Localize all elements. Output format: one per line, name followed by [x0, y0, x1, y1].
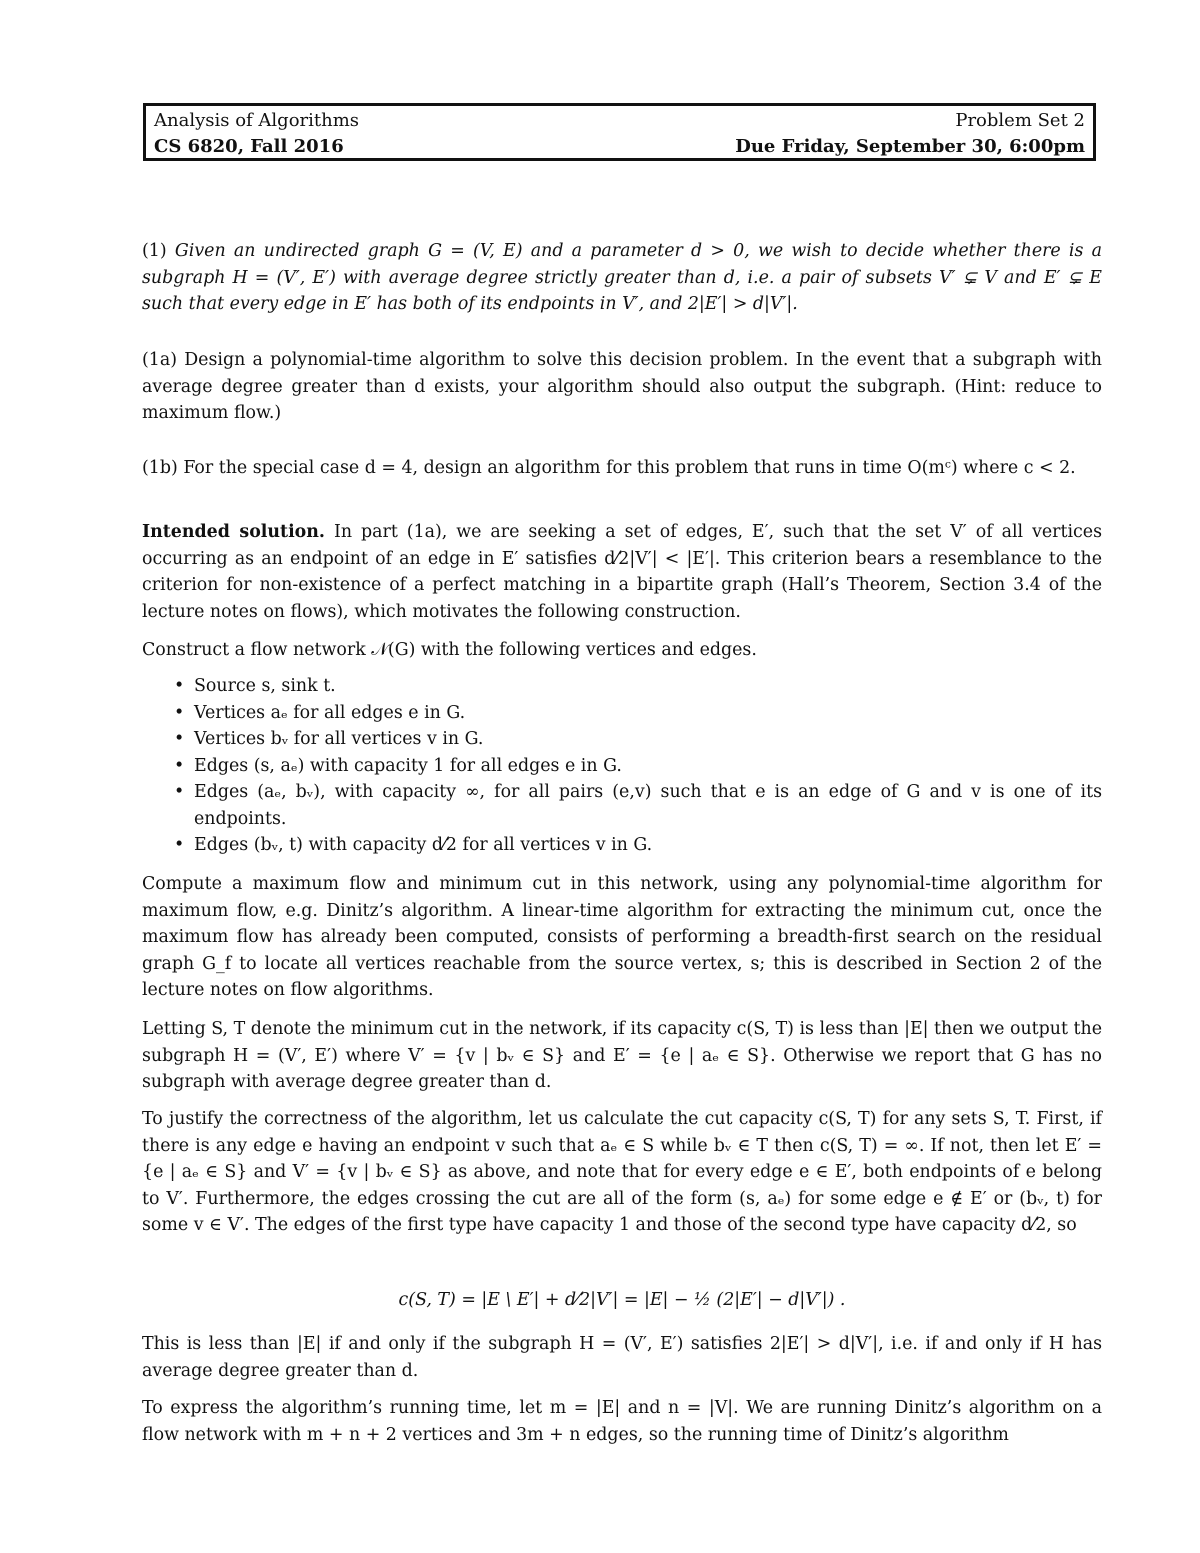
solution-paragraph-3: Compute a maximum flow and minimum cut in this network, using any polynomial-time algorithm for maximum flow, e.g. Dinitz’s algorithm. A linear-time algorithm for extracting the minimum cut, once the maximum flow has already been computed, consists of performing a breadth-first search on the residual graph G_f to locate all vertices reachable from the source vertex, s; this is described in Section 2 of the lecture notes on flow algorithms. [142, 874, 1102, 1000]
list-item: • Edges (s, aₑ) with capacity 1 for all edges e in G. [142, 753, 1102, 780]
part-1b-label: (1b) [142, 458, 178, 478]
cut-capacity-formula: c(S, T) = |E \ E′| + d⁄2|V′| = |E| − ½ (2|E′| − d|V′|) . [398, 1290, 846, 1310]
due-date: Due Friday, September 30, 6:00pm [735, 136, 1085, 157]
problem-1-text: Given an undirected graph G = (V, E) and a parameter d > 0, we wish to decide whether there is a subgraph H = (V′, E′) with average degree strictly greater than d, i.e. a pair of subsets V′ ⊊ V and E′ ⊊ E such that every edge in E′ has both of its endpoints in V′, and 2|E′| > d|V′|. [142, 241, 1103, 314]
solution-heading: Intended solution. [142, 522, 325, 542]
list-item: • Vertices aₑ for all edges e in G. [142, 700, 1102, 727]
problem-set-title: Problem Set 2 [955, 110, 1085, 131]
solution-paragraph-6: This is less than |E| if and only if the subgraph H = (V′, E′) satisfies 2|E′| > d|V′|, i.e. if and only if H has average degree greater than d. [142, 1334, 1102, 1381]
solution-paragraph-1 [142, 519, 1102, 625]
construction-list [142, 673, 1102, 859]
list-item: • Source s, sink t. [142, 673, 1102, 700]
solution-paragraph-7: To express the algorithm’s running time, let m = |E| and n = |V|. We are running Dinitz’s algorithm on a flow network with m + n + 2 vertices and 3m + n edges, so the running time of Dinitz’s algorithm [142, 1398, 1102, 1445]
solution-paragraph-2: Construct a flow network 𝒩(G) with the following vertices and edges. [142, 640, 757, 660]
header-row-1 [154, 108, 1085, 134]
part-1b [142, 455, 1102, 482]
list-item: • Vertices bᵥ for all vertices v in G. [142, 726, 1102, 753]
solution-paragraph-4: Letting S, T denote the minimum cut in the network, if its capacity c(S, T) is less than |E| then we output the subgraph H = (V′, E′) where V′ = {v | bᵥ ∈ S} and E′ = {e | aₑ ∈ S}. Otherwise we report that G has no subgraph with average degree greater than d. [142, 1019, 1102, 1092]
solution-paragraph-5: To justify the correctness of the algorithm, let us calculate the cut capacity c(S, T) for any sets S, T. First, if there is any edge e having an endpoint v such that aₑ ∈ S while bᵥ ∈ T then c(S, T) = ∞. If not, then let E′ = {e | aₑ ∈ S} and V′ = {v | bᵥ ∈ S} as above, and note that for every edge e ∈ E′, both endpoints of e belong to V′. Furthermore, the edges crossing the cut are all of the form (s, aₑ) for some edge e ∉ E′ or (bᵥ, t) for some v ∈ V′. The edges of the first type have capacity 1 and those of the second type have capacity d⁄2, so [142, 1109, 1102, 1235]
list-item: • Edges (aₑ, bᵥ), with capacity ∞, for all pairs (e,v) such that e is an edge of G and v is one of its endpoints. [142, 779, 1102, 832]
list-item: • Edges (bᵥ, t) with capacity d⁄2 for all vertices v in G. [142, 832, 1102, 859]
course-code: CS 6820, Fall 2016 [154, 136, 344, 157]
header-box [143, 103, 1096, 161]
part-1a [142, 347, 1102, 427]
course-title: Analysis of Algorithms [154, 110, 360, 131]
part-1a-label: (1a) [142, 350, 178, 370]
problem-1-label: (1) [142, 241, 167, 261]
solution-text-1: In part (1a), we are seeking a set of edges, E′, such that the set V′ of all vertices occurring as an endpoint of an edge in E′ satisfies d⁄2|V′| < |E′|. This criterion bears a resemblance to the criterion for non-existence of a perfect matching in a bipartite graph (Hall’s Theorem, Section 3.4 of the lecture notes on flows), which motivates the following construction. [142, 522, 1103, 622]
problem-1-statement [142, 238, 1102, 318]
header-row-2 [154, 134, 1085, 160]
part-1b-text: For the special case d = 4, design an algorithm for this problem that runs in time O(mᶜ) where c < 2. [183, 458, 1076, 478]
part-1a-text: Design a polynomial-time algorithm to solve this decision problem. In the event that a subgraph with average degree greater than d exists, your algorithm should also output the subgraph. (Hint: reduce to maximum flow.) [142, 350, 1102, 423]
